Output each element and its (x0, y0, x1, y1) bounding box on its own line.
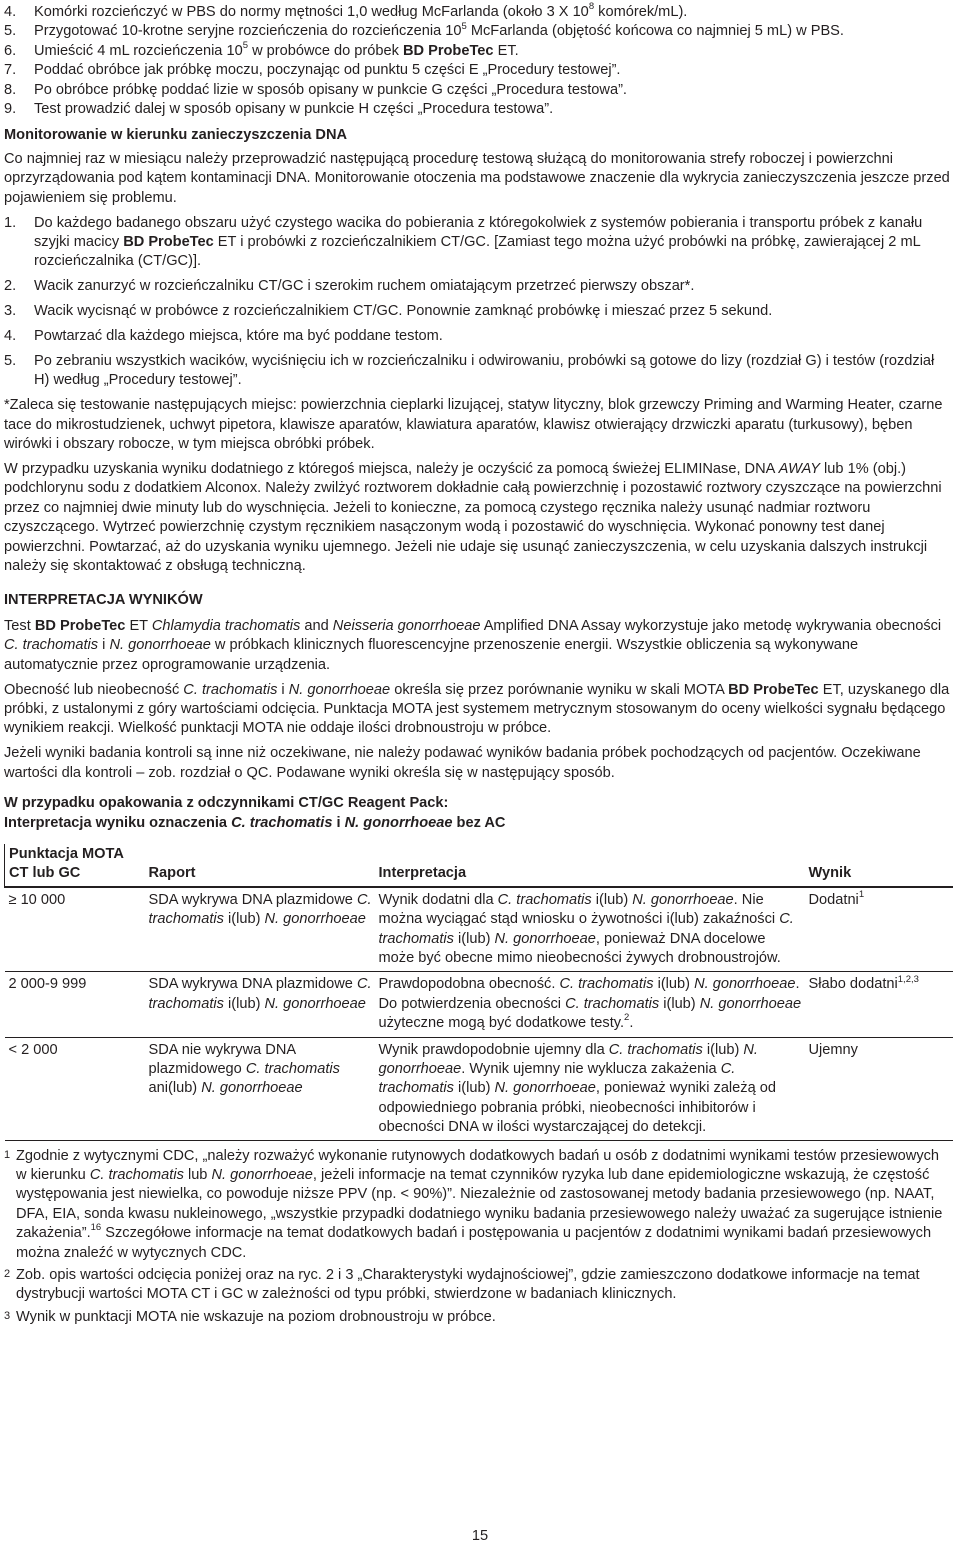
step-text: Test prowadzić dalej w sposób opisany w punkcie H części „Procedura testowa”. (34, 101, 554, 118)
table-header-row (5, 844, 953, 887)
step-4 (4, 3, 952, 22)
footnote-mark: 1 (4, 1148, 11, 1161)
reagent-pack-title: W przypadku opakowania z odczynnikami CT/GC Reagent Pack: (4, 795, 449, 812)
monitoring-step: 2. Wacik zanurzyć w rozcieńczalniku CT/GC i szerokim ruchem omiatającym przetrzeć pierwszy obszar*. (4, 278, 695, 295)
interpretation-paragraph-2: Obecność lub nieobecność C. trachomatis i N. gonorrhoeae określa się przez porównanie wyniku w skali MOTA BD ProbeTec ET, uzyskanego dla próbki, z ustalonymi z góry wartościami odcięcia. Punktacja MOTA jest systemem metrycznym stosowanym do oceny wielkości sygnału będącego wynikiem reakcji. Wielkość punktacji MOTA nie oddaje ilości drobnoustroju w próbce. (4, 681, 950, 737)
positive-result-paragraph: W przypadku uzyskania wyniku dodatniego z któregoś miejsca, należy je oczyścić za pomocą świeżej ELIMINase, DNA AWAY lub 1% (obj.) podchlorynu sodu z dodatkiem Alconox. Należy zwilżyć roztworem dokładnie całą powierzchnię i pozostawić roztwory czyszczące na powierzchni przez co najmniej dwie minuty lub do wyschnięcia. Jeżeli to konieczne, za pomocą czystego ręcznika należy usunąć nadmiar roztworu czyszczącego. Wytrzeć powierzchnię czystym ręcznikiem nasączonym wodą i pozostawić do wyschnięcia. Wykonać ponowny test danej powierzchni. Powtarzać, aż do uzyskania wyniku ujemnego. Jeżeli nie udaje się usunąć zanieczyszczenia, w celu uzyskania dalszych instrukcji należy się skontaktować z obsługą techniczną. (4, 461, 942, 575)
interpretation-heading: INTERPRETACJA WYNIKÓW (4, 592, 203, 609)
monitoring-step: 3. Wacik wycisnąć w probówce z rozcieńczalnikiem CT/GC. Ponownie zamknąć probówkę i mieszać przez 5 sekund. (4, 303, 773, 320)
step-text: Po obróbce próbkę poddać lizie w sposób opisany w punkcie G części „Procedura testowa”. (34, 81, 627, 98)
table-row (5, 1037, 953, 1140)
step-7 (4, 61, 952, 80)
footnote (4, 1147, 952, 1263)
step-5 (4, 22, 952, 41)
header-mota: Punktacja MOTA CT lub GC (5, 844, 145, 887)
step-number: 7. (4, 62, 17, 79)
step-text: Komórki rozcieńczyć w PBS do normy mętności 1,0 według McFarlanda (około 3 X $10^8$ komórek/mL). (34, 1, 688, 20)
footnote (4, 1266, 952, 1305)
cell-interpretation: Prawdopodobna obecność. C. trachomatis i(lub) N. gonorrhoeae. Do potwierdzenia obecności C. trachomatis i(lub) N. gonorrhoeae użyteczne mogą być dodatkowe testy.$^2$. (378, 976, 802, 1032)
footnote (4, 1308, 952, 1327)
monitoring-heading: Monitorowanie w kierunku zanieczyszczenia DNA (4, 127, 348, 144)
header-report: Raport (148, 865, 196, 882)
step-9 (4, 100, 952, 119)
table-row (5, 972, 953, 1037)
footnote-mark: 2 (4, 1268, 11, 1281)
table-row (5, 887, 953, 972)
cell-mota: ≥ 10 000 (8, 891, 66, 908)
page-number: 15 (471, 1528, 489, 1544)
step-text: Przygotować 10-krotne seryjne rozcieńczenia do rozcieńczenia $10^5$ McFarlanda (objętość końcowa co najmniej 5 mL) w PBS. (34, 20, 844, 40)
interpretation-paragraph-3: Jeżeli wyniki badania kontroli są inne niż oczekiwane, nie należy podawać wyników badania próbek pochodzących od pacjentów. Oczekiwane wartości dla kontroli – zob. rozdział o QC. Podawane wyniki określa się w następujący sposób. (4, 745, 921, 781)
step-text: Poddać obróbce jak próbkę moczu, poczynając od punktu 5 części E „Procedury testowej”. (34, 62, 621, 79)
step-number: 6. (4, 42, 17, 59)
table-title: Interpretacja wyniku oznaczenia C. trachomatis i N. gonorrhoeae bez AC (4, 814, 506, 831)
cell-result: Słabo dodatni$^{1,2,3}$ (808, 973, 919, 993)
monitoring-step: 5. Po zebraniu wszystkich wacików, wyciśnięciu ich w rozcieńczalniku i odwirowaniu, probówki są gotowe do lizy (rozdział G) i testów (rozdział H) według „Procedury testowej”. (4, 353, 935, 389)
footnote-text: Zgodnie z wytycznymi CDC, „należy rozważyć wykonanie rutynowych dodatkowych badań u osób z dodatnimi wynikami testów przesiewowych w kierunku C. trachomatis lub N. gonorrhoeae, jeżeli informacje na temat czynników ryzyka lub dane epidemiologiczne wskazują, że częstość występowania jest niewielka, co powoduje niższe PPV (np. < 90%)”. Niezależnie od zastosowanej metody badania przesiewowego (np. NAAT, DFA, EIA, sonda kwasu nukleinowego, „wszystkie przypadki dodatniego wyniku badania przesiewowego należy uważać za sugerujące istnienie zakażenia”.$^{16}$ Szczegółowe informacje na temat dodatkowych badań i postępowania u pacjentów z dodatnimi wynikami badań przesiewowych można znaleźć w wytycznych CDC. (16, 1147, 943, 1261)
cell-report: SDA wykrywa DNA plazmidowe C. trachomatis i(lub) N. gonorrhoeae (148, 976, 372, 1012)
monitoring-intro: Co najmniej raz w miesiącu należy przeprowadzić następującą procedurę testową służącą do monitorowania strefy roboczej i powierzchni oprzyrządowania pod kątem kontaminacji DNA. Monitorowanie otoczenia ma podstawowe znaczenie dla wykrycia zanieczyszczenia jeszcze przed pojawieniem się problemu. (4, 150, 950, 206)
step-text: Umieścić 4 mL rozcieńczenia $10^5$ w probówce do próbek BD ProbeTec ET. (34, 39, 519, 59)
header-interpretation: Interpretacja (378, 865, 467, 882)
results-table (4, 844, 953, 1141)
procedure-steps (4, 3, 952, 119)
footnote-text: Wynik w punktacji MOTA nie wskazuje na poziom drobnoustroju w próbce. (16, 1308, 496, 1325)
cell-interpretation: Wynik dodatni dla C. trachomatis i(lub) N. gonorrhoeae. Nie można wyciągać stąd wniosku o żywotności i(lub) zakaźności C. trachomatis i(lub) N. gonorrhoeae, ponieważ DNA docelowe może być obecne mimo nieobecności żywych drobnoustrojów. (378, 891, 794, 966)
cell-interpretation: Wynik prawdopodobnie ujemny dla C. trachomatis i(lub) N. gonorrhoeae. Wynik ujemny nie wyklucza zakażenia C. trachomatis i(lub) N. gonorrhoeae, ponieważ wyniki zależą od odpowiedniego pobrania próbki, nieobecności inhibitorów i obecności DNA w ilości wystarczającej do detekcji. (378, 1041, 776, 1136)
interpretation-paragraph-1: Test BD ProbeTec ET Chlamydia trachomatis and Neisseria gonorrhoeae Amplified DNA Assay wykorzystuje jako metodę wykrywania obecności C. trachomatis i N. gonorrhoeae w próbkach klinicznych fluorescencyjne przenoszenie energii. Wszystkie obliczenia są wykonywane automatycznie przez oprogramowanie urządzenia. (4, 617, 942, 673)
step-number: 5. (4, 23, 17, 40)
monitoring-step: 4. Powtarzać dla każdego miejsca, które ma być poddane testom. (4, 328, 443, 345)
sites-note: *Zaleca się testowanie następujących miejsc: powierzchnia cieplarki lizującej, statyw lityczny, blok grzewczy Priming and Warming Heater, czarne tace do mikrostudzienek, uchwyt pipetora, klawisze aparatów, klawiatura aparatów, klawisz otwierający drzwiczki aparatu (turkusowy), bęben wirówki i obszary robocze, w tym miejsca obróbki próbek. (4, 397, 943, 453)
monitoring-step: 1. Do każdego badanego obszaru użyć czystego wacika do pobierania z któregokolwiek z systemów pobierania i transportu próbek z kanału szyjki macicy BD ProbeTec ET i probówki z rozcieńczalnikiem CT/GC. [Zamiast tego można użyć probówki na próbkę, zawierającej 2 mL rozcieńczalnika (CT/GC)]. (4, 214, 923, 270)
monitoring-steps (4, 214, 952, 391)
cell-result: Dodatni$^1$ (808, 888, 865, 908)
cell-report: SDA wykrywa DNA plazmidowe C. trachomatis i(lub) N. gonorrhoeae (148, 891, 372, 928)
step-number: 8. (4, 81, 17, 98)
page-content (4, 3, 952, 1330)
footnotes (4, 1147, 952, 1328)
step-number: 4. (4, 4, 17, 20)
cell-result: Ujemny (808, 1041, 858, 1058)
cell-mota: < 2 000 (8, 1041, 58, 1058)
header-result: Wynik (808, 865, 852, 882)
footnote-mark: 3 (4, 1309, 11, 1322)
cell-report: SDA nie wykrywa DNA plazmidowego C. trachomatis ani(lub) N. gonorrhoeae (148, 1041, 340, 1097)
cell-mota: 2 000-9 999 (8, 976, 87, 993)
step-6 (4, 39, 952, 61)
step-8 (4, 81, 952, 100)
footnote-text: Zob. opis wartości odcięcia poniżej oraz na ryc. 2 i 3 „Charakterystyki wydajnościowej”, gdzie zamieszczono dodatkowe informacje na temat dystrybucji wartości MOTA CT i GC w zależności od typu próbki, stwierdzone w badaniach klinicznych. (16, 1267, 920, 1303)
step-number: 9. (4, 101, 17, 118)
